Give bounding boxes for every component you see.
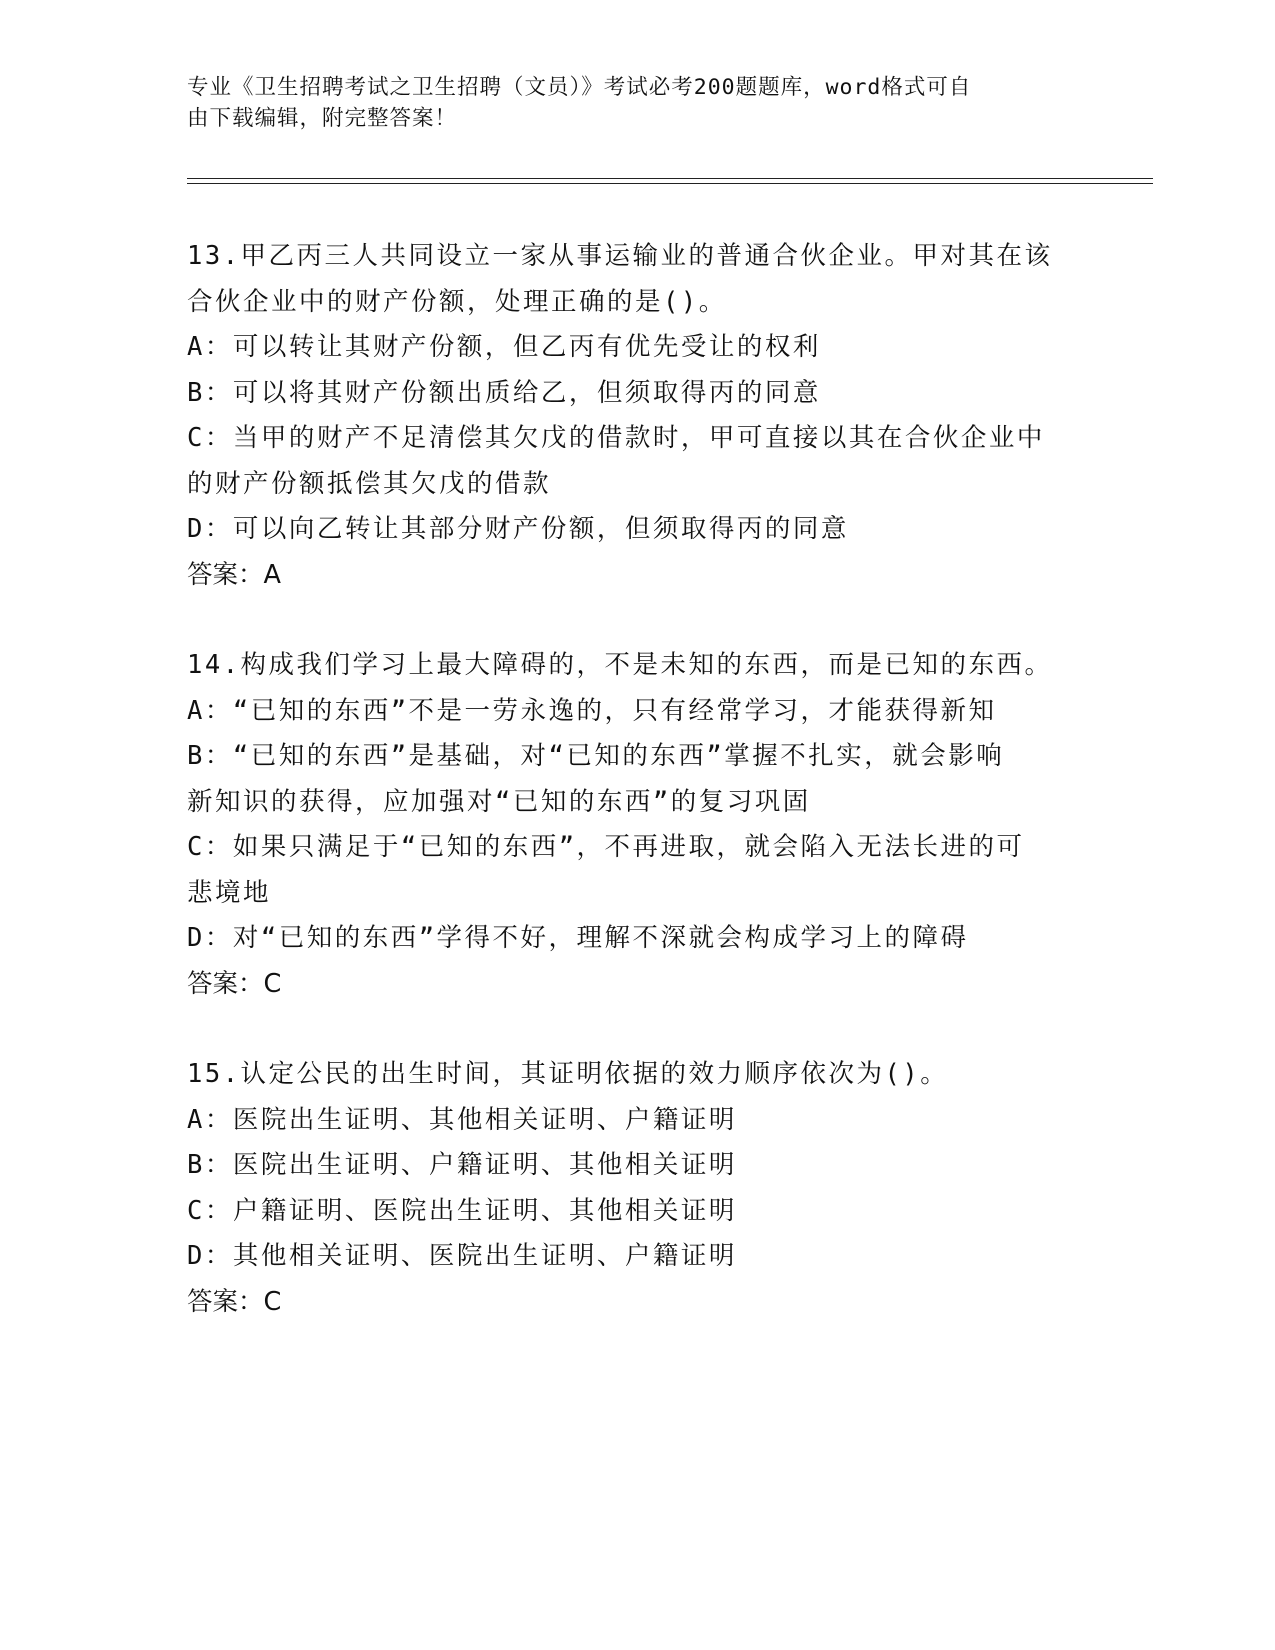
header-divider-bottom: [187, 183, 1153, 184]
option-c-continued: 悲境地: [187, 877, 272, 908]
question-spacer: [187, 598, 1107, 643]
question-spacer: [187, 1007, 1107, 1052]
option-a: A：医院出生证明、其他相关证明、户籍证明: [187, 1104, 737, 1135]
option-a: A：可以转让其财产份额，但乙丙有优先受让的权利: [187, 332, 821, 362]
question-stem-line: 14.构成我们学习上最大障碍的，不是未知的东西，而是已知的东西。: [187, 650, 1053, 680]
option-d: D：可以向乙转让其部分财产份额，但须取得丙的同意: [187, 514, 849, 544]
option-c: C：当甲的财产不足清偿其欠戊的借款时，甲可直接以其在合伙企业中: [187, 423, 1045, 453]
option-b-continued: 新知识的获得，应加强对“已知的东西”的复习巩固: [187, 786, 811, 817]
option-c: C：户籍证明、医院出生证明、其他相关证明: [187, 1195, 737, 1226]
header-title-line-2: 由下载编辑，附完整答案！: [187, 106, 458, 131]
option-b: B：“已知的东西”是基础，对“已知的东西”掌握不扎实，就会影响: [187, 741, 1005, 771]
question-stem-line: 合伙企业中的财产份额，处理正确的是()。: [187, 286, 727, 317]
question-stem-line: 13.甲乙丙三人共同设立一家从事运输业的普通合伙企业。甲对其在该: [187, 241, 1053, 271]
question-14: [187, 643, 1107, 1007]
question-13: [187, 234, 1107, 598]
answer-label: 答案：A: [187, 559, 281, 590]
option-d: D：其他相关证明、医院出生证明、户籍证明: [187, 1241, 737, 1271]
answer-label: 答案：C: [187, 1286, 282, 1317]
question-list: [187, 234, 1107, 1325]
header-title-line-1: 专业《卫生招聘考试之卫生招聘（文员）》考试必考200题题库，word格式可自: [187, 75, 972, 100]
document-header: [187, 72, 1087, 134]
option-b: B：可以将其财产份额出质给乙，但须取得丙的同意: [187, 377, 821, 408]
option-d: D：对“已知的东西”学得不好，理解不深就会构成学习上的障碍: [187, 923, 969, 953]
option-b: B：医院出生证明、户籍证明、其他相关证明: [187, 1150, 737, 1180]
question-stem-line: 15.认定公民的出生时间，其证明依据的效力顺序依次为()。: [187, 1059, 949, 1089]
header-divider-top: [187, 178, 1153, 179]
option-c-continued: 的财产份额抵偿其欠戊的借款: [187, 468, 552, 499]
option-a: A：“已知的东西”不是一劳永逸的，只有经常学习，才能获得新知: [187, 695, 997, 726]
question-15: [187, 1052, 1107, 1325]
option-c: C：如果只满足于“已知的东西”，不再进取，就会陷入无法长进的可: [187, 832, 1025, 862]
answer-label: 答案：C: [187, 968, 282, 999]
